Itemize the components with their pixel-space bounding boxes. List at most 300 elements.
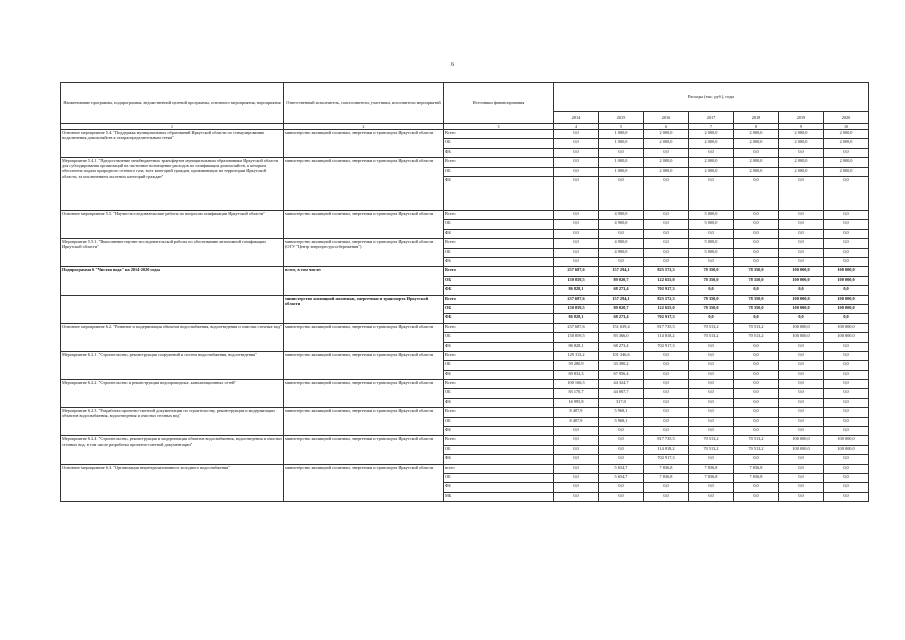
expense-value: 100 000,0 [824, 304, 869, 313]
expense-value: 0,0 [824, 464, 869, 473]
expense-value: 0,0 [779, 361, 824, 370]
expense-value: 4 900,0 [599, 211, 644, 220]
expense-value: 68 273,4 [599, 314, 644, 323]
expense-value: 0,0 [644, 370, 689, 379]
expense-value: 0,0 [824, 417, 869, 426]
funding-source: Всего [444, 158, 554, 167]
funding-source: ОБ [444, 417, 554, 426]
expense-value: 0,0 [689, 398, 734, 407]
expense-value: 0,0 [734, 361, 779, 370]
expense-value: 100 000,0 [779, 267, 824, 276]
expense-value: 0,0 [689, 361, 734, 370]
expense-value: 100 000,0 [779, 436, 824, 445]
funding-source: Всего [444, 239, 554, 248]
expense-value: 150 859,5 [554, 276, 599, 285]
expense-value: 0,0 [824, 455, 869, 464]
expense-value: 0,0 [779, 473, 824, 482]
expense-value: 0,0 [734, 417, 779, 426]
expense-value: 0,0 [824, 361, 869, 370]
expense-value: 0,0 [779, 380, 824, 389]
program-name: Подпрограмма 6 "Чистая вода" на 2014-2020 годы [61, 267, 284, 295]
expense-value: 0,0 [824, 351, 869, 360]
expense-value: 68 273,4 [599, 286, 644, 295]
expense-value: 0,0 [779, 492, 824, 501]
funding-source: Всего [444, 211, 554, 220]
expense-value: 0,0 [644, 220, 689, 229]
column-index: 1 [61, 124, 284, 130]
expense-value: 33 390,2 [599, 361, 644, 370]
header-source: Источники финансирования [444, 83, 554, 124]
expense-value: 825 572,3 [644, 267, 689, 276]
expense-value: 0,0 [734, 427, 779, 436]
funding-source: ФБ [444, 314, 554, 323]
budget-table [60, 82, 869, 502]
expense-value: 0,0 [599, 148, 644, 157]
expense-value: 0,0 [779, 427, 824, 436]
executor-name: министерство жилищной политики, энергетики и транспорта Иркутской области [284, 408, 444, 436]
expense-value: 0,0 [734, 177, 779, 211]
expense-value: 0,0 [689, 417, 734, 426]
expense-value: 0,0 [779, 408, 824, 417]
expense-value: 2 000,0 [824, 130, 869, 139]
expense-value: 0,0 [554, 158, 599, 167]
expense-value: 0,0 [644, 177, 689, 211]
expense-value: 2 000,0 [824, 167, 869, 176]
table-row [61, 464, 869, 473]
expense-value: 122 655,0 [644, 304, 689, 313]
expense-value: 0,0 [689, 380, 734, 389]
expense-value: 0,0 [644, 380, 689, 389]
expense-value: 2 000,0 [644, 167, 689, 176]
expense-value: 0,0 [554, 220, 599, 229]
expense-value: 825 572,3 [644, 295, 689, 304]
expense-value: 1 000,0 [599, 158, 644, 167]
expense-value: 78 350,0 [734, 276, 779, 285]
header-year: 2019 [779, 112, 824, 124]
funding-source: Всего [444, 323, 554, 332]
expense-value: 86 828,1 [554, 286, 599, 295]
expense-value: 70 513,2 [689, 323, 734, 332]
program-name [61, 295, 284, 323]
expense-value: 100 000,0 [779, 333, 824, 342]
expense-value: 100 000,0 [824, 436, 869, 445]
table-row [61, 211, 869, 220]
expense-value: 44 007,7 [599, 389, 644, 398]
expense-value: 0,0 [644, 361, 689, 370]
expense-value: 0,0 [554, 239, 599, 248]
expense-value: 7 836,8 [734, 473, 779, 482]
expense-value: 122 655,0 [644, 276, 689, 285]
expense-value: 0,0 [734, 492, 779, 501]
expense-value: 59 280,9 [554, 361, 599, 370]
expense-value: 100 000,0 [824, 323, 869, 332]
header-year: 2020 [824, 112, 869, 124]
funding-source: ФБ [444, 342, 554, 351]
expense-value: 0,0 [779, 351, 824, 360]
expense-value: 2 000,0 [734, 158, 779, 167]
expense-value: 317,0 [599, 398, 644, 407]
table-row [61, 380, 869, 389]
expense-value: 83 170,7 [554, 389, 599, 398]
expense-value: 2 000,0 [779, 158, 824, 167]
expense-value: 0,0 [824, 148, 869, 157]
expense-value: 0,0 [689, 455, 734, 464]
expense-value: 4 900,0 [599, 220, 644, 229]
funding-source: ОБ [444, 361, 554, 370]
expense-value: 0,0 [734, 286, 779, 295]
column-index: 9 [779, 124, 824, 130]
column-index: 5 [599, 124, 644, 130]
expense-value: 89 020,7 [599, 276, 644, 285]
column-index: 8 [734, 124, 779, 130]
program-name: Мероприятие 6.2.4. "Строительство, реконструкция и модернизация объектов водоснабжения, водоотведения и очистки сточных вод, в том числе разработка проектно-сметной документации" [61, 436, 284, 464]
program-name: Основное мероприятие 5.4. "Поддержка муниципальных образований Иркутской области по стимулированию подключения домохозяйств к газораспределительным сетям" [61, 130, 284, 158]
expense-value: 7 836,8 [644, 473, 689, 482]
expense-value: 0,0 [734, 351, 779, 360]
expense-value: 0,0 [779, 220, 824, 229]
expense-value: 0,0 [554, 229, 599, 238]
expense-value: 0,0 [734, 248, 779, 257]
expense-value: 78 350,0 [734, 295, 779, 304]
expense-value: 5 000,0 [689, 211, 734, 220]
funding-source: ОБ [444, 167, 554, 176]
executor-name: министерство жилищной политики, энергетики и транспорта Иркутской области [284, 323, 444, 351]
table-row [61, 323, 869, 332]
expense-value: 1 000,0 [599, 167, 644, 176]
expense-value: 0,0 [554, 211, 599, 220]
expense-value: 0,0 [824, 473, 869, 482]
expense-value: 0,0 [644, 211, 689, 220]
expense-value: 78 350,0 [689, 295, 734, 304]
column-index: 7 [689, 124, 734, 130]
expense-value: 0,0 [824, 177, 869, 211]
expense-value: 0,0 [779, 258, 824, 267]
program-name: Мероприятие 6.2.3. "Разработка проектно-сметной документации по строительству, реконструкции и модернизации объектов водоснабжения, водоотведения и очистки сточных вод" [61, 408, 284, 436]
expense-value: 0,0 [779, 417, 824, 426]
executor-name: министерство жилищной политики, энергетики и транспорта Иркутской области [284, 211, 444, 239]
expense-value: 78 350,0 [734, 304, 779, 313]
expense-value: 7 836,8 [644, 464, 689, 473]
expense-value: 0,0 [644, 248, 689, 257]
page-number: 6 [451, 62, 454, 68]
expense-value: 5 000,0 [689, 248, 734, 257]
funding-source: ФБ [444, 229, 554, 238]
funding-source: ФБ [444, 148, 554, 157]
expense-value: 0,0 [779, 398, 824, 407]
expense-value: 100 000,0 [779, 276, 824, 285]
expense-value: 0,0 [824, 239, 869, 248]
expense-value: 83 366,0 [599, 333, 644, 342]
funding-source: МБ [444, 492, 554, 501]
executor-name: министерство жилищной политики, энергетики и транспорта Иркутской области (ОГУ "Центр энергоресурсосбережения") [284, 239, 444, 267]
expense-value: 78 350,0 [689, 267, 734, 276]
funding-source: ОБ [444, 139, 554, 148]
expense-value: 702 917,3 [644, 314, 689, 323]
expense-value: 100 000,0 [824, 267, 869, 276]
expense-value: 0,0 [734, 220, 779, 229]
expense-value: 0,0 [779, 389, 824, 398]
expense-value: 16 995,8 [554, 398, 599, 407]
expense-value: 0,0 [599, 492, 644, 501]
expense-value: 0,0 [824, 483, 869, 492]
expense-value: 0,0 [779, 483, 824, 492]
expense-value: 5 654,7 [599, 464, 644, 473]
expense-value: 2 000,0 [644, 139, 689, 148]
funding-source: ОБ [444, 248, 554, 257]
expense-value: 2 000,0 [734, 167, 779, 176]
expense-value: 817 735,5 [644, 436, 689, 445]
expense-value: 0,0 [779, 211, 824, 220]
expense-value: 2 000,0 [824, 139, 869, 148]
expense-value: 0,0 [824, 248, 869, 257]
table-row [61, 267, 869, 276]
expense-value: 0,0 [824, 427, 869, 436]
table-row [61, 408, 869, 417]
funding-source: ОБ [444, 276, 554, 285]
expense-value: 0,0 [554, 167, 599, 176]
header-executor: Ответственный исполнитель, соисполнители, участники, исполнители мероприятий [284, 83, 444, 124]
column-index: 3 [444, 124, 554, 130]
funding-source: ФБ [444, 455, 554, 464]
expense-value: 0,0 [554, 464, 599, 473]
expense-value: 129 113,2 [554, 351, 599, 360]
expense-value: 0,0 [779, 455, 824, 464]
expense-value: 0,0 [599, 427, 644, 436]
funding-source: ОБ [444, 304, 554, 313]
expense-value: 100 166,5 [554, 380, 599, 389]
expense-value: 0,0 [599, 483, 644, 492]
expense-value: 8 407,9 [554, 417, 599, 426]
expense-value: 70 513,2 [734, 333, 779, 342]
expense-value: 0,0 [689, 351, 734, 360]
expense-value: 5 654,7 [599, 473, 644, 482]
header-expenses: Расходы (тыс. руб.), годы [554, 83, 869, 112]
program-name: Мероприятие 5.4.1. "Предоставление межбюджетных трансфертов муниципальным образованиям Иркутской области для субсидирования организаций на частичное возмещение расходов по газификации домохозяйств, к которым обеспечена подача природного сетевого газа, всех категорий граждан, проживающих на территории Иркутской области, за исключением льготных категорий граждан" [61, 158, 284, 211]
expense-value: 2 000,0 [779, 130, 824, 139]
expense-value: 70 513,2 [734, 323, 779, 332]
expense-value: 7 836,8 [734, 464, 779, 473]
expense-value: 70 513,2 [689, 436, 734, 445]
expense-value: 0,0 [689, 483, 734, 492]
expense-value: 2 000,0 [779, 139, 824, 148]
expense-value: 702 917,3 [644, 286, 689, 295]
program-name: Основное мероприятие 6.3. "Организация нецентрализованного холодного водоснабжения" [61, 464, 284, 502]
funding-source: Всего [444, 267, 554, 276]
expense-value: 7 836,8 [689, 464, 734, 473]
expense-value: 0,0 [644, 351, 689, 360]
expense-value: 150 859,5 [554, 304, 599, 313]
funding-source: всего [444, 464, 554, 473]
expense-value: 0,0 [644, 427, 689, 436]
expense-value: 0,0 [689, 314, 734, 323]
expense-value: 0,0 [779, 370, 824, 379]
expense-value: 0,0 [644, 483, 689, 492]
expense-value: 2 000,0 [689, 130, 734, 139]
expense-value: 0,0 [824, 229, 869, 238]
expense-value: 2 000,0 [689, 158, 734, 167]
expense-value: 150 859,5 [554, 333, 599, 342]
table-row [61, 239, 869, 248]
expense-value: 78 350,0 [734, 267, 779, 276]
expense-value: 157 294,1 [599, 267, 644, 276]
expense-value: 0,0 [599, 177, 644, 211]
funding-source: ОБ [444, 445, 554, 454]
expense-value: 0,0 [644, 492, 689, 501]
expense-value: 0,0 [734, 258, 779, 267]
expense-value: 0,0 [644, 148, 689, 157]
column-index: 6 [644, 124, 689, 130]
expense-value: 0,0 [734, 483, 779, 492]
expense-value: 5 968,1 [599, 408, 644, 417]
executor-name: министерство жилищной политики, энергетики и транспорта Иркутской области [284, 464, 444, 502]
expense-value: 0,0 [599, 445, 644, 454]
expense-value: 100 000,0 [779, 445, 824, 454]
expense-value: 0,0 [734, 314, 779, 323]
funding-source: ФБ [444, 370, 554, 379]
expense-value: 5 968,1 [599, 417, 644, 426]
expense-value: 78 350,0 [689, 276, 734, 285]
expense-value: 0,0 [644, 258, 689, 267]
expense-value: 237 687,6 [554, 295, 599, 304]
expense-value: 0,0 [644, 229, 689, 238]
expense-value: 0,0 [689, 258, 734, 267]
funding-source: ФБ [444, 427, 554, 436]
expense-value: 44 324,7 [599, 380, 644, 389]
expense-value: 0,0 [779, 464, 824, 473]
expense-value: 0,0 [644, 417, 689, 426]
expense-value: 5 000,0 [689, 239, 734, 248]
expense-value: 100 000,0 [824, 333, 869, 342]
expense-value: 100 000,0 [824, 276, 869, 285]
expense-value: 8 407,9 [554, 408, 599, 417]
header-year: 2018 [734, 112, 779, 124]
expense-value: 0,0 [824, 380, 869, 389]
funding-source: ФБ [444, 286, 554, 295]
program-name: Мероприятие 6.2.1. "Строительство, реконструкция сооружений и систем водоснабжения, водоотведения" [61, 351, 284, 379]
funding-source: ОБ [444, 220, 554, 229]
expense-value: 0,0 [599, 455, 644, 464]
column-index: 2 [284, 124, 444, 130]
expense-value: 0,0 [689, 427, 734, 436]
expense-value: 0,0 [779, 248, 824, 257]
expense-value: 7 836,8 [689, 473, 734, 482]
expense-value: 0,0 [554, 258, 599, 267]
expense-value: 114 818,2 [644, 333, 689, 342]
expense-value: 0,0 [824, 492, 869, 501]
program-name: Мероприятие 5.5.1. "Выполнение научно-исследовательской работы по обоснованию автономной газификации Иркутской области" [61, 239, 284, 267]
funding-source: ОБ [444, 333, 554, 342]
expense-value: 0,0 [554, 248, 599, 257]
expense-value: 4 900,0 [599, 248, 644, 257]
expense-value: 114 818,2 [644, 445, 689, 454]
expense-value: 4 900,0 [599, 239, 644, 248]
expense-value: 0,0 [824, 342, 869, 351]
expense-value: 2 000,0 [734, 139, 779, 148]
header-year: 2016 [644, 112, 689, 124]
expense-value: 89 020,7 [599, 304, 644, 313]
expense-value: 70 513,2 [734, 445, 779, 454]
funding-source: Всего [444, 295, 554, 304]
expense-value: 151 639,4 [599, 323, 644, 332]
expense-value: 0,0 [779, 314, 824, 323]
expense-value: 0,0 [734, 398, 779, 407]
expense-value: 2 000,0 [824, 158, 869, 167]
table-row [61, 436, 869, 445]
expense-value: 0,0 [644, 398, 689, 407]
funding-source: ОБ [444, 473, 554, 482]
expense-value: 0,0 [689, 408, 734, 417]
expense-value: 0,0 [554, 483, 599, 492]
expense-value: 0,0 [554, 139, 599, 148]
expense-value: 0,0 [824, 398, 869, 407]
expense-value: 0,0 [824, 258, 869, 267]
funding-source: ФБ [444, 483, 554, 492]
expense-value: 0,0 [779, 239, 824, 248]
expense-value: 101 346,6 [599, 351, 644, 360]
expense-value: 0,0 [734, 342, 779, 351]
funding-source: ОБ [444, 389, 554, 398]
executor-name: министерство жилищной политики, энергетики и транспорта Иркутской области [284, 295, 444, 323]
expense-value: 157 294,1 [599, 295, 644, 304]
executor-name: министерство жилищной политики, энергетики и транспорта Иркутской области [284, 130, 444, 158]
executor-name: министерство жилищной политики, энергетики и транспорта Иркутской области [284, 351, 444, 379]
expense-value: 237 687,6 [554, 267, 599, 276]
expense-value: 0,0 [554, 130, 599, 139]
expense-value: 0,0 [779, 148, 824, 157]
expense-value: 0,0 [554, 436, 599, 445]
expense-value: 2 000,0 [689, 139, 734, 148]
expense-value: 1 000,0 [599, 139, 644, 148]
expense-value: 0,0 [554, 427, 599, 436]
funding-source: Всего [444, 436, 554, 445]
expense-value: 0,0 [689, 370, 734, 379]
expense-value: 1 000,0 [599, 130, 644, 139]
funding-source: ФБ [444, 398, 554, 407]
expense-value: 0,0 [824, 314, 869, 323]
expense-value: 0,0 [734, 380, 779, 389]
expense-value: 0,0 [734, 408, 779, 417]
expense-value: 70 513,2 [689, 333, 734, 342]
expense-value: 2 000,0 [779, 167, 824, 176]
expense-value: 0,0 [554, 148, 599, 157]
expense-value: 2 000,0 [644, 130, 689, 139]
expense-value: 5 000,0 [689, 220, 734, 229]
table-row [61, 351, 869, 360]
expense-value: 0,0 [734, 389, 779, 398]
header-year: 2017 [689, 112, 734, 124]
expense-value: 0,0 [824, 286, 869, 295]
expense-value: 0,0 [734, 239, 779, 248]
column-index: 4 [554, 124, 599, 130]
expense-value: 0,0 [599, 229, 644, 238]
expense-value: 0,0 [734, 455, 779, 464]
expense-value: 0,0 [554, 177, 599, 211]
expense-value: 0,0 [689, 229, 734, 238]
program-name: Основное мероприятие 6.2. "Развитие и модернизация объектов водоснабжения, водоотведения и очистки сточных вод" [61, 323, 284, 351]
funding-source: Всего [444, 408, 554, 417]
expense-value: 0,0 [599, 258, 644, 267]
expense-value: 0,0 [689, 389, 734, 398]
expense-value: 100 000,0 [779, 295, 824, 304]
table-row [61, 130, 869, 139]
expense-value: 0,0 [689, 148, 734, 157]
expense-value: 237 687,6 [554, 323, 599, 332]
program-name: Мероприятие 6.2.2. "Строительство и реконструкция водопроводных, канализационных сетей" [61, 380, 284, 408]
expense-value: 100 000,0 [779, 323, 824, 332]
funding-source: ФБ [444, 258, 554, 267]
expense-value: 0,0 [824, 211, 869, 220]
expense-value: 0,0 [779, 177, 824, 211]
